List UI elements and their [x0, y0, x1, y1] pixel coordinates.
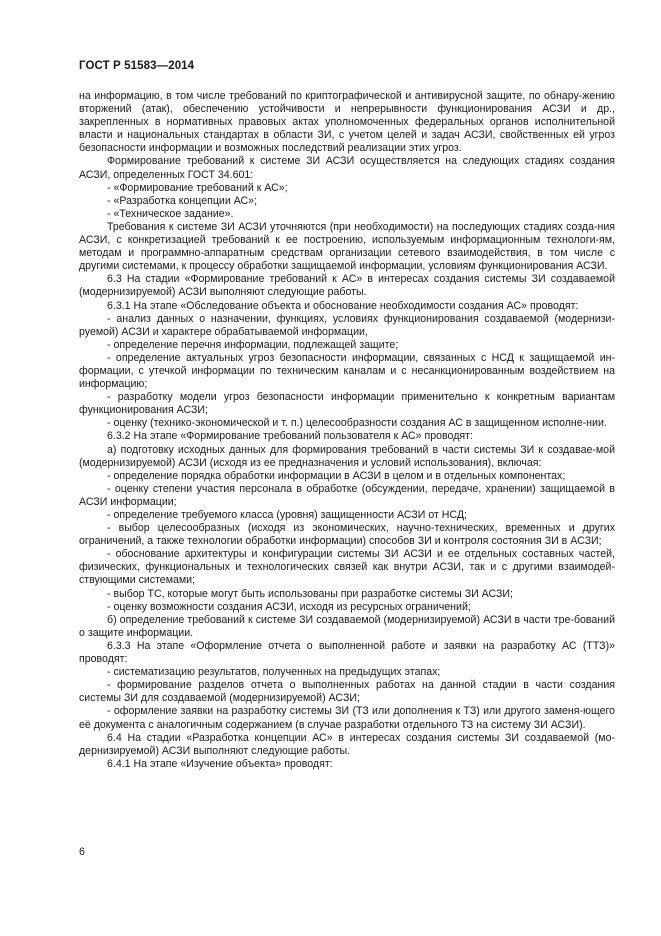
- paragraph: - «Формирование требований к АС»;: [107, 181, 288, 194]
- paragraph: 6.3 На стадии «Формирование требований к АС» в интересах создания системы ЗИ создаваемой (модернизируемой) АСЗИ выполняют следующие работы.: [79, 273, 615, 299]
- paragraph: а) подготовку исходных данных для формирования требований в части системы ЗИ к создавае-мой (модернизируемой) АСЗИ (исходя из ее предназначения и условий использования), включая:: [79, 443, 615, 469]
- document-header: ГОСТ Р 51583—2014: [79, 60, 195, 72]
- paragraph: - «Разработка концепции АС»;: [107, 194, 258, 207]
- paragraph: Требования к системе ЗИ АСЗИ уточняются (при необходимости) на последующих стадиях созда-ния АСЗИ, с конкретизацией требований к ее построению, используемым информационным технологи-ям, методам и программно-аппаратным средствам организации сетевого взаимодействия, в том числе с другими системами, к процессу обработки защищаемой информации, условиям функционирования АСЗИ.: [79, 220, 615, 273]
- paragraph: 6.3.3 На этапе «Оформление отчета о выполненной работе и заявки на разработку АС (ТТЗ)» проводят:: [79, 639, 615, 666]
- paragraph: - формирование разделов отчета о выполненных работах на данной стадии в части создания системы ЗИ для создаваемой (модернизируемой) АСЗИ;: [79, 679, 615, 705]
- paragraph: - обоснование архитектуры и конфигурации системы ЗИ АСЗИ и ее отдельных составных частей, физических, функциональных и технологических связей как внутри АСЗИ, так и с другими взаимодей-ствующими системами;: [79, 548, 615, 587]
- paragraph: 6.3.2 На этапе «Формирование требований пользователя к АС» проводят:: [107, 430, 473, 443]
- paragraph: - разработку модели угроз безопасности информации применительно к конкретным вариантам функционирования АСЗИ;: [79, 391, 615, 417]
- paragraph: - систематизацию результатов, полученных на предыдущих этапах;: [107, 666, 441, 679]
- paragraph: на информацию, в том числе требований по криптографической и антивирусной защите, по обнару-жению вторжений (атак), обеспечению устойчивости и непрерывности функционирования АСЗИ и др., закрепленных в нормативных правовых актах уполномоченных федеральных органов исполнительной власти и национальных стандартах в области ЗИ, с учетом целей и задач АСЗИ, свойственных ей угроз безопасности информации и возможных последствий реализации этих угроз.: [79, 90, 615, 155]
- paragraph: - «Техническое задание».: [107, 207, 234, 220]
- paragraph: - анализ данных о назначении, функциях, условиях функционирования создаваемой (модернизи-руемой) АСЗИ и характере обрабатываемой информации,: [79, 312, 615, 338]
- paragraph: 6.3.1 На этапе «Обследование объекта и обоснование необходимости создания АС» проводят:: [107, 299, 579, 312]
- paragraph: - выбор целесообразных (исходя из экономических, научно-технических, временных и других ограничений, а также технологии обработки информации) способов ЗИ и контроля состояния ЗИ в АСЗИ;: [79, 522, 615, 548]
- paragraph: - определение актуальных угроз безопасности информации, связанных с НСД к защищаемой ин-формации, с утечкой информации по техническим каналам и с несанкционированным воздействием на информацию;: [79, 351, 615, 391]
- paragraph: Формирование требований к системе ЗИ АСЗИ осуществляется на следующих стадиях создания АСЗИ, определенных ГОСТ 34.601:: [79, 155, 615, 181]
- paragraph: 6.4.1 На этапе «Изучение объекта» проводят:: [107, 757, 333, 770]
- paragraph: - оценку степени участия персонала в обработке (обсуждении, передаче, хранении) защищаемой в АСЗИ информации;: [79, 482, 615, 508]
- paragraph: - определение требуемого класса (уровня) защищенности АСЗИ от НСД;: [107, 509, 467, 521]
- paragraph: - оценку возможности создания АСЗИ, исходя из ресурсных ограничений;: [107, 600, 471, 613]
- paragraph: - выбор ТС, которые могут быть использованы при разработке системы ЗИ АСЗИ;: [107, 587, 513, 600]
- document-body: [79, 90, 615, 771]
- paragraph: - оформление заявки на разработку системы ЗИ (ТЗ или дополнения к ТЗ) или другого заменя-ющего её документа с аналогичным содержанием (в случае разработки отдельного ТЗ на систему ЗИ АСЗИ).: [79, 705, 615, 731]
- paragraph: - определение перечня информации, подлежащей защите;: [107, 338, 399, 351]
- page-number: 6: [79, 846, 85, 858]
- paragraph: 6.4 На стадии «Разработка концепции АС» в интересах создания системы ЗИ создаваемой (мо-дернизируемой) АСЗИ выполняют следующие работы.: [79, 731, 615, 757]
- paragraph: б) определение требований к системе ЗИ создаваемой (модернизируемой) АСЗИ в части тре-бований о защите информации.: [79, 613, 615, 639]
- paragraph: - оценку (технико-экономической и т. п.) целесообразности создания АС в защищенном исполне-нии.: [107, 417, 607, 430]
- paragraph: - определение порядка обработки информации в АСЗИ в целом и в отдельных компонентах;: [107, 469, 566, 482]
